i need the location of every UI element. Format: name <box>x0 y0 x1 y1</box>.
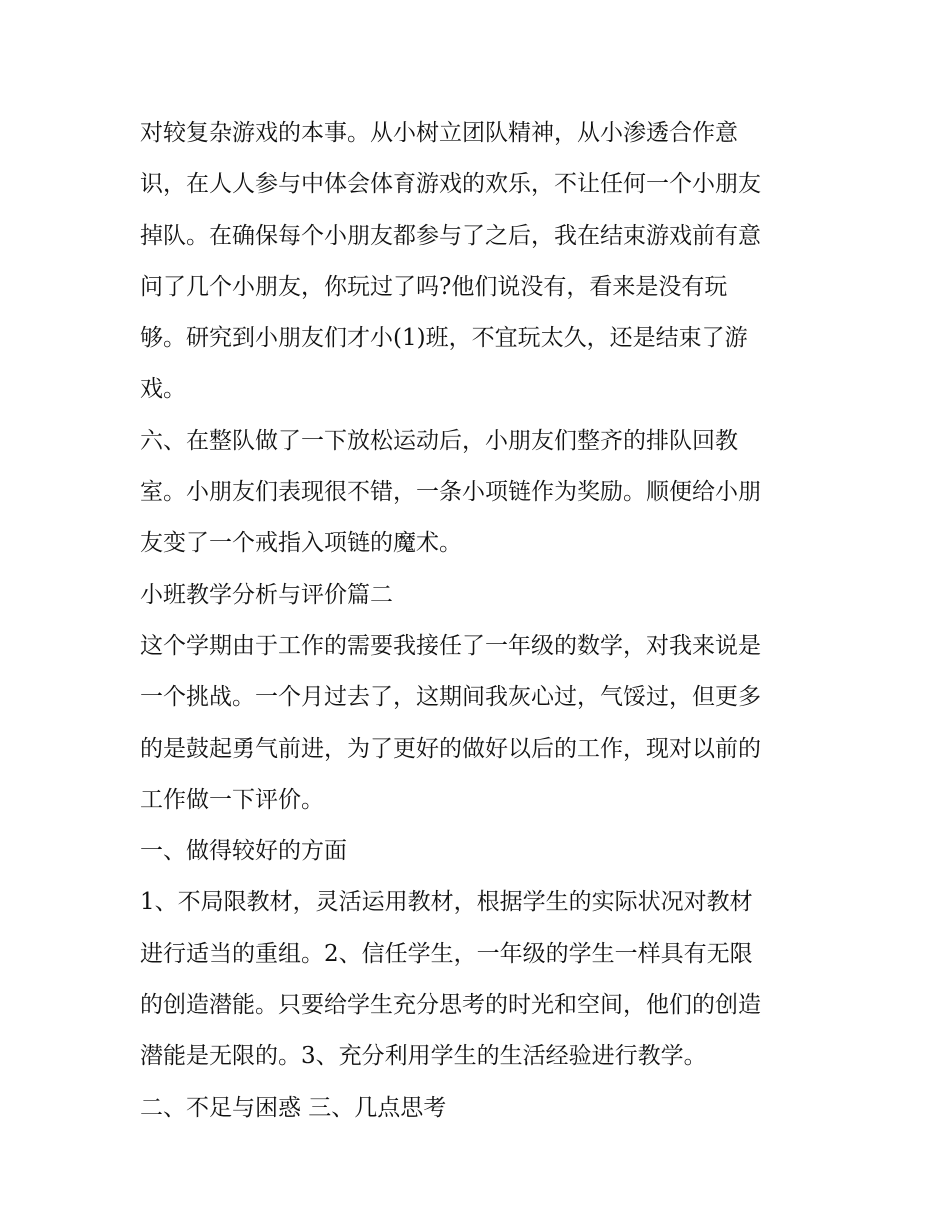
text-line: 问了几个小朋友，你玩过了吗?他们说没有，看来是没有玩 <box>140 273 728 300</box>
text-line: 六、在整队做了一下放松运动后，小朋友们整齐的排队回教 <box>140 427 738 454</box>
text-line: 进行适当的重组。2、信任学生，一年级的学生一样具有无限 <box>140 940 753 967</box>
text-line: 室。小朋友们表现很不错，一条小项链作为奖励。顺便给小朋 <box>140 479 761 506</box>
text-line: 对较复杂游戏的本事。从小树立团队精神，从小渗透合作意 <box>140 120 738 146</box>
text-line: 够。研究到小朋友们才小(1)班，不宜玩太久，还是结束了游 <box>140 325 748 352</box>
text-line: 掉队。在确保每个小朋友都参与了之后，我在结束游戏前有意 <box>140 222 761 249</box>
document-body <box>140 108 820 1134</box>
text-line: 戏。 <box>140 376 186 403</box>
subsection-heading: 二、不足与困惑 三、几点思考 <box>140 1094 447 1121</box>
text-line: 的是鼓起勇气前进，为了更好的做好以后的工作，现对以前的 <box>140 735 761 762</box>
text-line: 的创造潜能。只要给学生充分思考的时光和空间，他们的创造 <box>140 992 761 1019</box>
text-line: 识，在人人参与中体会体育游戏的欢乐，不让任何一个小朋友 <box>140 171 761 198</box>
text-line: 潜能是无限的。3、充分利用学生的生活经验进行教学。 <box>140 1043 707 1070</box>
text-line: 工作做一下评价。 <box>140 786 324 813</box>
text-line: 一个挑战。一个月过去了，这期间我灰心过，气馁过，但更多 <box>140 684 761 711</box>
text-line: 1、不局限教材，灵活运用教材，根据学生的实际状况对教材 <box>140 889 753 916</box>
text-line: 友变了一个戒指入项链的魔术。 <box>140 530 462 557</box>
section-heading: 小班教学分析与评价篇二 <box>140 581 393 608</box>
text-line: 这个学期由于工作的需要我接任了一年级的数学，对我来说是 <box>140 632 761 659</box>
subsection-heading: 一、做得较好的方面 <box>140 838 347 865</box>
